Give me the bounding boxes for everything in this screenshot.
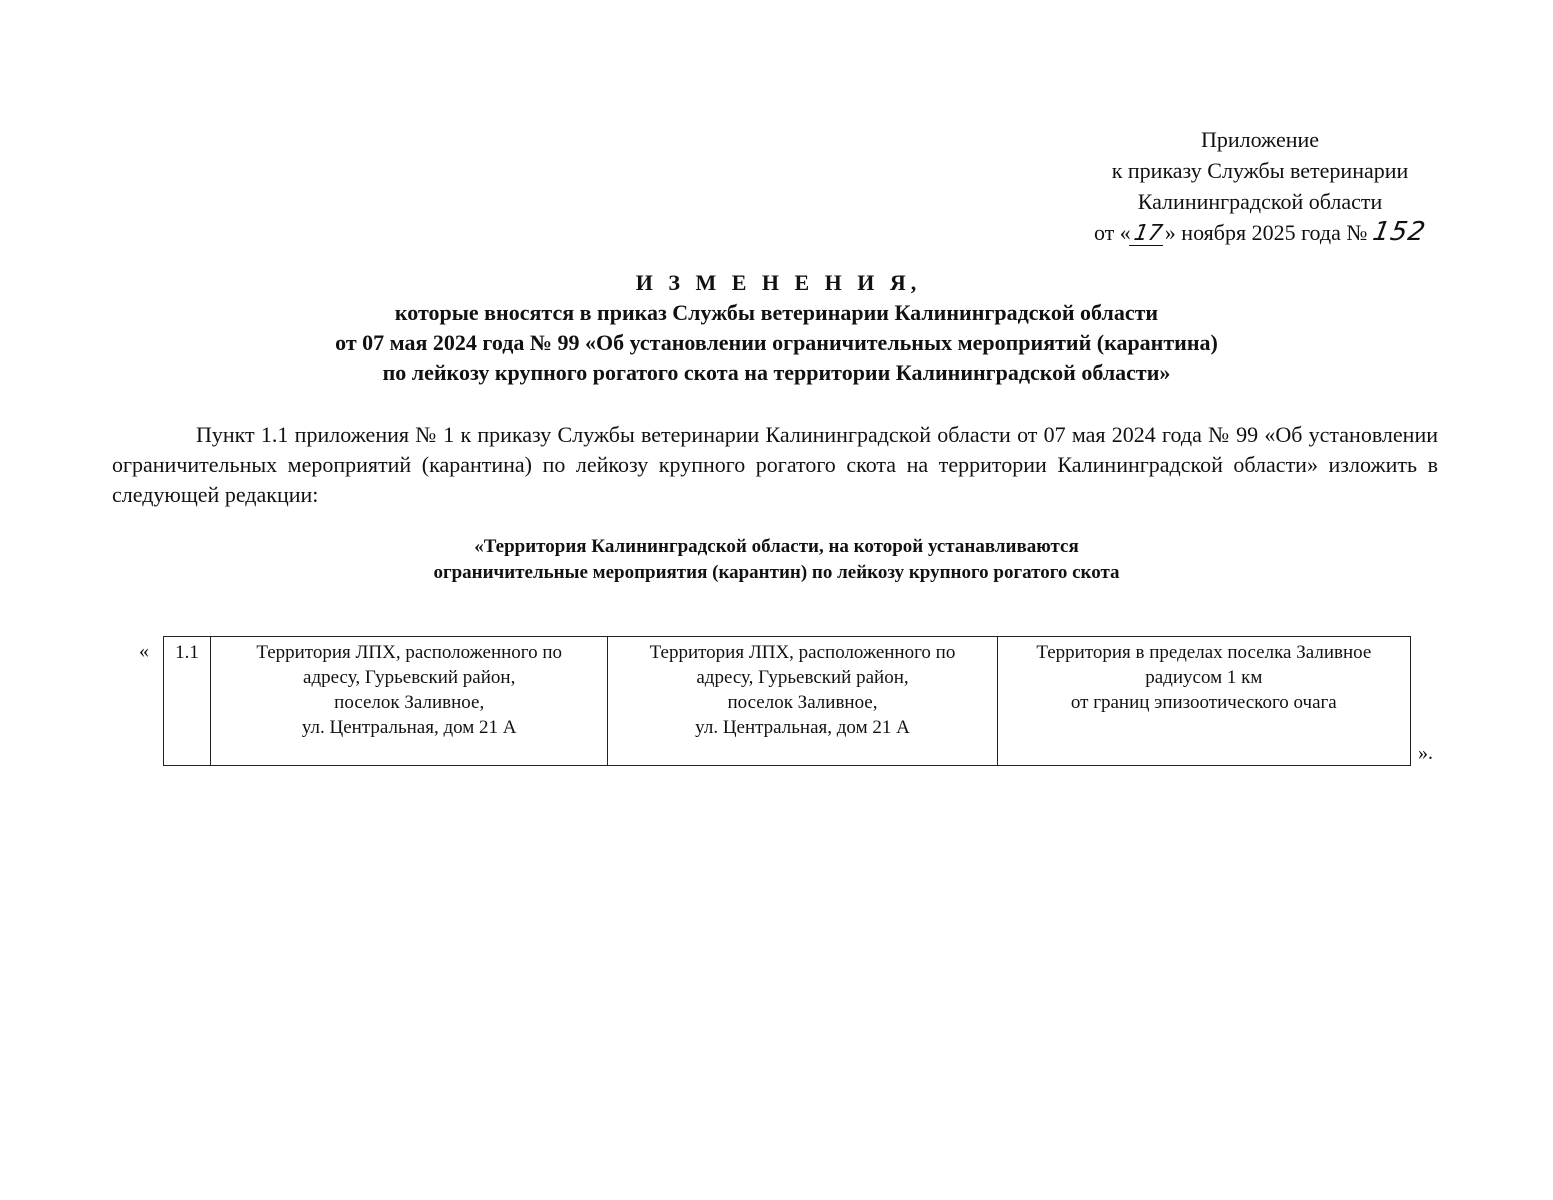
handwritten-order-number: 152 — [1370, 217, 1429, 247]
appendix-region: Калининградской области — [1137, 189, 1383, 214]
document-title-block — [0, 268, 1553, 388]
cell-text: ул. Центральная, дом 21 А — [301, 717, 517, 738]
document-heading: И З М Е Н Е Н И Я, — [635, 270, 922, 295]
cell-text: радиусом 1 км — [1145, 667, 1263, 688]
location-cell — [211, 637, 608, 766]
appendix-date-line — [1040, 217, 1480, 248]
cell-text: поселок Заливное, — [334, 692, 485, 713]
title-line-2: от 07 мая 2024 года № 99 «Об установлении ограничительных мероприятий (карантина) — [335, 330, 1218, 355]
cell-text: Территория ЛПХ, расположенного по — [256, 642, 563, 663]
date-prefix: от « — [1093, 220, 1131, 245]
table-caption — [0, 534, 1553, 586]
table-close-quote: ». — [1418, 742, 1433, 764]
cell-text: поселок Заливное, — [727, 692, 878, 713]
body-paragraph: Пункт 1.1 приложения № 1 к приказу Службы ветеринарии Калининградской области от 07 мая 2024 года № 99 «Об установлении ограничительных мероприятий (карантина) по лейкозу крупного рогатого скота на территории Калининградской области» изложить в следующей редакции: — [112, 422, 1438, 507]
handwritten-day: 17 — [1129, 223, 1167, 246]
caption-line-1: «Территория Калининградской области, на которой устанавливаются — [474, 536, 1079, 557]
outbreak-cell — [608, 637, 997, 766]
threatened-zone-cell — [997, 637, 1410, 766]
title-line-3: по лейкозу крупного рогатого скота на территории Калининградской области» — [382, 360, 1171, 385]
appendix-header — [1040, 124, 1480, 248]
cell-text: от границ эпизоотического очага — [1070, 692, 1337, 713]
cell-text: адресу, Гурьевский район, — [303, 667, 516, 688]
caption-line-2: ограничительные мероприятия (карантин) по лейкозу крупного рогатого скота — [433, 562, 1120, 583]
row-number-cell: 1.1 — [164, 637, 211, 766]
cell-text: адресу, Гурьевский район, — [696, 667, 909, 688]
cell-text: Территория в пределах поселка Заливное — [1036, 642, 1372, 663]
appendix-order-ref: к приказу Службы ветеринарии — [1111, 158, 1409, 183]
title-line-1: которые вносятся в приказ Службы ветеринарии Калининградской области — [394, 300, 1159, 325]
table-row — [164, 637, 1411, 766]
quarantine-table — [163, 636, 1411, 766]
appendix-title: Приложение — [1200, 127, 1320, 152]
table-open-quote: « — [139, 640, 149, 662]
cell-text: Территория ЛПХ, расположенного по — [649, 642, 956, 663]
date-suffix: » ноября 2025 года № — [1164, 220, 1368, 245]
cell-text: ул. Центральная, дом 21 А — [695, 717, 910, 738]
